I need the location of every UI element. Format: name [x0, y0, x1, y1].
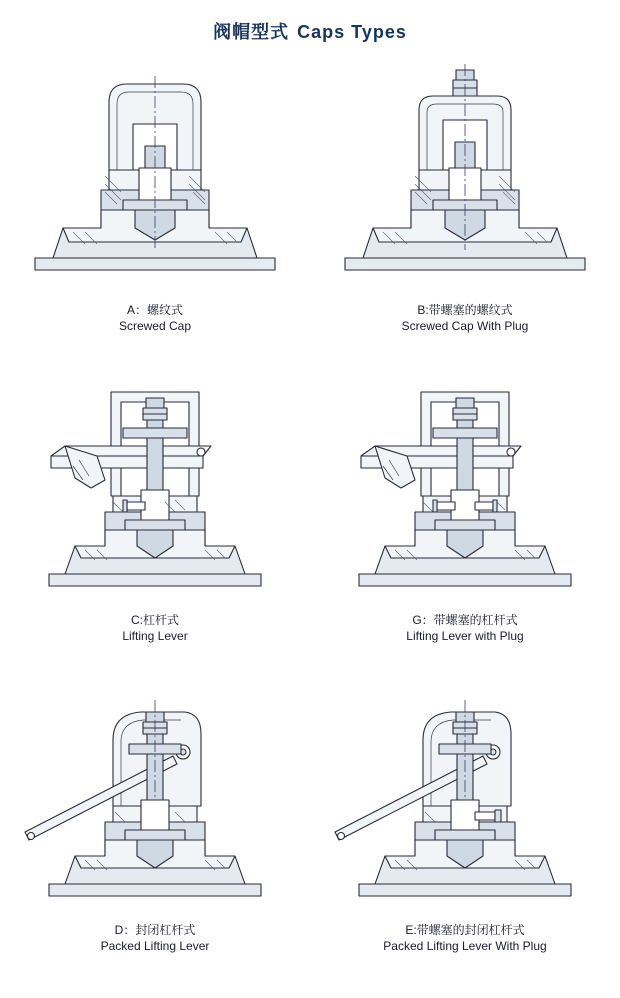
figure-cell-d [0, 670, 310, 980]
figure-caption-g [406, 612, 523, 644]
lifting-lever-drawing [5, 360, 305, 610]
figure-drawing-a [5, 50, 305, 300]
figure-caption-e-en: Packed Lifting Lever With Plug [383, 939, 547, 954]
page-title-cn: 阀帽型式 [213, 22, 290, 42]
figure-caption-d [101, 922, 210, 954]
figure-drawing-c [5, 360, 305, 610]
figure-cell-a [0, 50, 310, 360]
figure-caption-b [402, 302, 529, 334]
figure-cell-e [310, 670, 620, 980]
figure-caption-d-cn: D：封闭杠杆式 [114, 923, 196, 937]
figure-caption-e [383, 922, 546, 954]
figure-cell-b [310, 50, 620, 360]
figure-drawing-d [5, 670, 305, 920]
figure-cell-g [310, 360, 620, 670]
figure-caption-d-en: Packed Lifting Lever [100, 939, 210, 954]
figure-drawing-e [315, 670, 615, 920]
figure-drawing-g [315, 360, 615, 610]
figure-caption-b-en: Screwed Cap With Plug [401, 319, 529, 334]
figure-caption-a-en: Screwed Cap [118, 319, 192, 334]
figure-caption-e-cn: E:带螺塞的封闭杠杆式 [405, 923, 525, 937]
figure-caption-c-cn: C:杠杆式 [130, 613, 179, 627]
figure-caption-a [119, 302, 191, 334]
figure-caption-b-cn: B:带螺塞的螺纹式 [417, 303, 513, 317]
figure-caption-c-en: Lifting Lever [122, 629, 188, 644]
page-title-en: Caps Types [297, 22, 407, 42]
lifting-lever-with-plug-drawing [315, 360, 615, 610]
figure-caption-c [122, 612, 187, 644]
figure-caption-g-cn: G：带螺塞的杠杆式 [412, 613, 518, 627]
figure-cell-c [0, 360, 310, 670]
screwed-cap-with-plug-drawing [315, 50, 615, 300]
figure-caption-a-cn: A：螺纹式 [126, 303, 183, 317]
figure-drawing-b [315, 50, 615, 300]
page-title [0, 0, 620, 50]
screwed-cap-drawing [5, 50, 305, 300]
packed-lifting-lever-with-plug-drawing [315, 670, 615, 920]
packed-lifting-lever-drawing [5, 670, 305, 920]
figure-caption-g-en: Lifting Lever with Plug [406, 629, 524, 644]
figures-grid [0, 50, 620, 980]
